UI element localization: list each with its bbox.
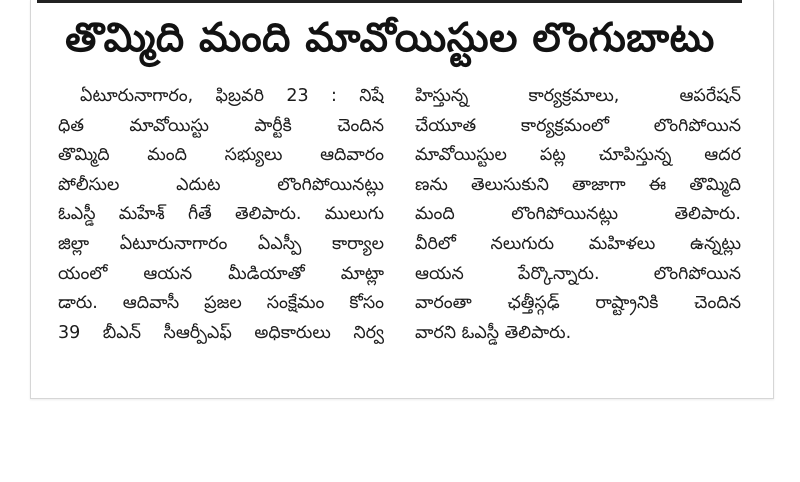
article-line: ఏటూరునాగారం, ఫిబ్రవరి 23 : నిషే [80, 86, 384, 106]
article-line: మావోయిస్టుల పట్ల చూపిస్తున్న ఆదర [415, 145, 741, 166]
article-line: పోలీసుల ఎదుట లొంగిపోయినట్లు [58, 174, 384, 195]
article-line: చేయూత కార్యక్రమంలో లొంగిపోయిన [415, 115, 741, 136]
article-line: వారని ఓఎస్డీ తెలిపారు. [415, 322, 572, 343]
article-column-left [58, 82, 384, 348]
article-line: ధిత మావోయిస్టు పార్టీకి చెందిన [58, 115, 384, 136]
top-rule [37, 0, 742, 3]
article-line: వారంతా ఛత్తీస్గఢ్ రాష్ట్రానికి చెందిన [415, 293, 741, 314]
article-line: ణను తెలుసుకుని తాజాగా ఈ తొమ్మిది [415, 174, 741, 195]
article-line: ఓఎస్డీ మహేశ్ గీతే తెలిపారు. ములుగు [58, 204, 384, 225]
article-line: తొమ్మిది మంది సభ్యులు ఆదివారం [58, 145, 384, 166]
article-line: 39 బీఎన్ సీఆర్పీఎఫ్ అధికారులు నిర్వ [58, 322, 384, 343]
article-line: ఆయన పేర్కొన్నారు. లొంగిపోయిన [415, 263, 741, 284]
headline: తొమ్మిది మంది మావోయిస్టుల లొంగుబాటు [65, 15, 715, 61]
article-line: జిల్లా ఏటూరునాగారం ఏఎస్పీ కార్యాల [58, 233, 384, 254]
article-line: యంలో ఆయన మీడియాతో మాట్లా [58, 263, 384, 284]
article-line: వీరిలో నలుగురు మహిళలు ఉన్నట్లు [415, 233, 741, 254]
article-column-right [415, 82, 741, 348]
article-line: మంది లొంగిపోయినట్లు తెలిపారు. [415, 204, 741, 225]
article-line: డారు. ఆదివాసీ ప్రజల సంక్షేమం కోసం [58, 293, 384, 314]
article-line: హిస్తున్న కార్యక్రమాలు, ఆపరేషన్ [415, 86, 741, 106]
